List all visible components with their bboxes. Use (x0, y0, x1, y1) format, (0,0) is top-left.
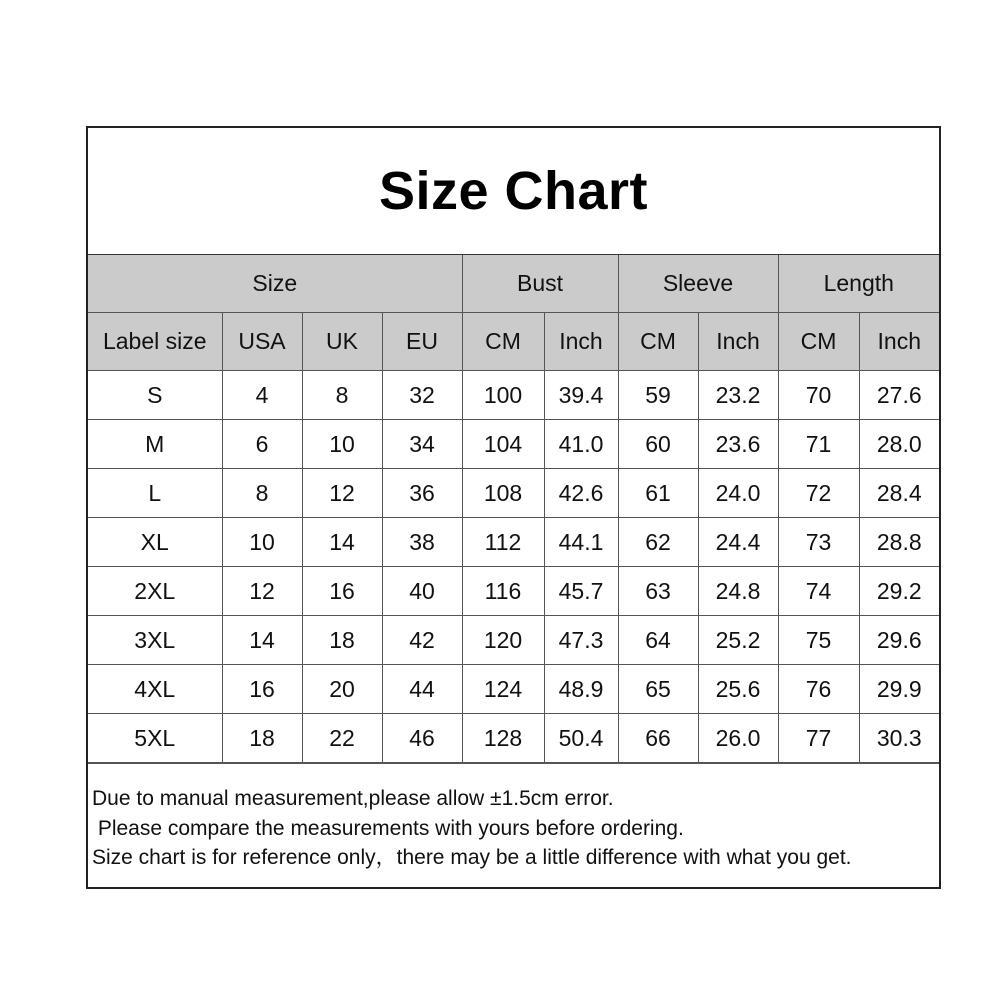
cell-bust-inch: 48.9 (544, 665, 618, 714)
cell-uk: 8 (302, 371, 382, 420)
cell-usa: 18 (222, 714, 302, 763)
table-body (88, 371, 939, 763)
cell-length-cm: 74 (778, 567, 859, 616)
cell-bust-inch: 45.7 (544, 567, 618, 616)
cell-length-cm: 75 (778, 616, 859, 665)
cell-length-inch: 29.6 (859, 616, 939, 665)
cell-length-cm: 77 (778, 714, 859, 763)
cell-sleeve-inch: 24.0 (698, 469, 778, 518)
cell-uk: 10 (302, 420, 382, 469)
column-header-uk: UK (302, 313, 382, 371)
cell-eu: 34 (382, 420, 462, 469)
cell-eu: 46 (382, 714, 462, 763)
cell-length-inch: 29.2 (859, 567, 939, 616)
cell-bust-inch: 47.3 (544, 616, 618, 665)
cell-length-cm: 76 (778, 665, 859, 714)
note-reference-only: Size chart is for reference only，there may be a little difference with what you get. (92, 846, 852, 869)
cell-sleeve-inch: 26.0 (698, 714, 778, 763)
cell-label-size: 3XL (88, 616, 222, 665)
cell-bust-inch: 42.6 (544, 469, 618, 518)
cell-eu: 32 (382, 371, 462, 420)
cell-bust-cm: 124 (462, 665, 544, 714)
table-row (88, 616, 939, 665)
column-header-length-inch: Inch (859, 313, 939, 371)
sub-header-row (88, 313, 939, 371)
cell-usa: 16 (222, 665, 302, 714)
cell-sleeve-cm: 61 (618, 469, 698, 518)
cell-sleeve-inch: 23.6 (698, 420, 778, 469)
size-chart (86, 126, 941, 889)
cell-length-cm: 70 (778, 371, 859, 420)
column-header-eu: EU (382, 313, 462, 371)
note-measurement-error: Due to manual measurement,please allow ±1.5cm error. (92, 787, 614, 810)
cell-sleeve-cm: 64 (618, 616, 698, 665)
cell-usa: 14 (222, 616, 302, 665)
group-header-bust: Bust (462, 255, 618, 313)
cell-usa: 12 (222, 567, 302, 616)
cell-bust-cm: 128 (462, 714, 544, 763)
cell-sleeve-cm: 65 (618, 665, 698, 714)
cell-uk: 18 (302, 616, 382, 665)
column-header-length-cm: CM (778, 313, 859, 371)
cell-length-inch: 29.9 (859, 665, 939, 714)
cell-length-inch: 28.0 (859, 420, 939, 469)
cell-eu: 40 (382, 567, 462, 616)
cell-bust-inch: 50.4 (544, 714, 618, 763)
cell-bust-cm: 104 (462, 420, 544, 469)
table-row (88, 518, 939, 567)
cell-label-size: XL (88, 518, 222, 567)
cell-sleeve-inch: 24.4 (698, 518, 778, 567)
cell-sleeve-inch: 24.8 (698, 567, 778, 616)
group-header-length: Length (778, 255, 939, 313)
cell-label-size: M (88, 420, 222, 469)
cell-label-size: L (88, 469, 222, 518)
cell-bust-inch: 41.0 (544, 420, 618, 469)
cell-eu: 42 (382, 616, 462, 665)
cell-sleeve-cm: 66 (618, 714, 698, 763)
column-header-sleeve-inch: Inch (698, 313, 778, 371)
cell-bust-cm: 108 (462, 469, 544, 518)
cell-uk: 16 (302, 567, 382, 616)
cell-sleeve-inch: 25.2 (698, 616, 778, 665)
cell-sleeve-cm: 59 (618, 371, 698, 420)
cell-bust-cm: 112 (462, 518, 544, 567)
cell-length-inch: 30.3 (859, 714, 939, 763)
cell-length-inch: 27.6 (859, 371, 939, 420)
cell-sleeve-cm: 62 (618, 518, 698, 567)
cell-eu: 38 (382, 518, 462, 567)
cell-sleeve-inch: 25.6 (698, 665, 778, 714)
cell-bust-cm: 116 (462, 567, 544, 616)
table-row (88, 371, 939, 420)
cell-label-size: 2XL (88, 567, 222, 616)
column-header-bust-inch: Inch (544, 313, 618, 371)
table-row (88, 567, 939, 616)
cell-length-cm: 71 (778, 420, 859, 469)
cell-length-inch: 28.8 (859, 518, 939, 567)
cell-eu: 36 (382, 469, 462, 518)
cell-usa: 10 (222, 518, 302, 567)
column-header-sleeve-cm: CM (618, 313, 698, 371)
group-header-sleeve: Sleeve (618, 255, 778, 313)
cell-sleeve-cm: 60 (618, 420, 698, 469)
cell-bust-cm: 100 (462, 371, 544, 420)
table-row (88, 469, 939, 518)
cell-label-size: S (88, 371, 222, 420)
cell-sleeve-inch: 23.2 (698, 371, 778, 420)
cell-label-size: 4XL (88, 665, 222, 714)
cell-eu: 44 (382, 665, 462, 714)
cell-length-cm: 73 (778, 518, 859, 567)
cell-sleeve-cm: 63 (618, 567, 698, 616)
notes (88, 763, 939, 887)
note-compare-measurements: Please compare the measurements with yours before ordering. (92, 816, 684, 840)
size-table (88, 255, 939, 763)
cell-label-size: 5XL (88, 714, 222, 763)
cell-uk: 20 (302, 665, 382, 714)
column-header-usa: USA (222, 313, 302, 371)
page-title: Size Chart (378, 161, 649, 221)
cell-usa: 8 (222, 469, 302, 518)
cell-bust-cm: 120 (462, 616, 544, 665)
cell-usa: 6 (222, 420, 302, 469)
table-row (88, 420, 939, 469)
cell-uk: 14 (302, 518, 382, 567)
cell-bust-inch: 39.4 (544, 371, 618, 420)
cell-usa: 4 (222, 371, 302, 420)
cell-uk: 12 (302, 469, 382, 518)
title-row (88, 128, 939, 255)
cell-bust-inch: 44.1 (544, 518, 618, 567)
group-header-row (88, 255, 939, 313)
cell-uk: 22 (302, 714, 382, 763)
cell-length-inch: 28.4 (859, 469, 939, 518)
column-header-label-size: Label size (88, 313, 222, 371)
table-row (88, 665, 939, 714)
cell-length-cm: 72 (778, 469, 859, 518)
group-header-size: Size (88, 255, 462, 313)
table-row (88, 714, 939, 763)
column-header-bust-cm: CM (462, 313, 544, 371)
